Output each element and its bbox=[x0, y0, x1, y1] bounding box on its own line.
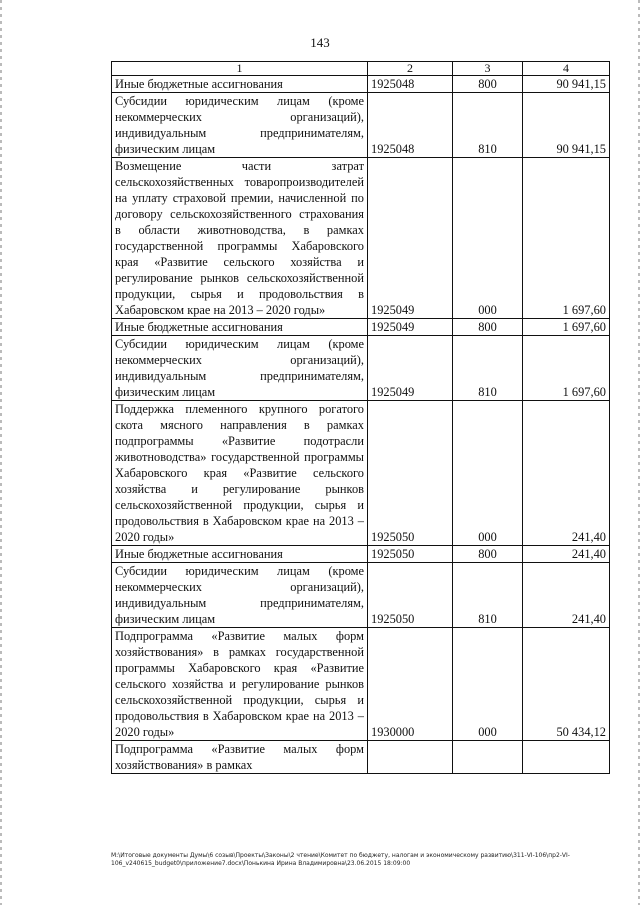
row-code: 1930000 bbox=[368, 628, 453, 741]
row-type bbox=[453, 741, 523, 774]
row-code: 1925048 bbox=[368, 93, 453, 158]
row-amount: 241,40 bbox=[523, 563, 610, 628]
table-row bbox=[112, 628, 610, 741]
row-name: Субсидии юридическим лицам (кроме некоммерческих организаций), индивидуальным предпринимателям, физическим лицам bbox=[112, 93, 368, 158]
row-type: 000 bbox=[453, 628, 523, 741]
row-type: 810 bbox=[453, 563, 523, 628]
page-number: 143 bbox=[310, 35, 330, 50]
row-name: Субсидии юридическим лицам (кроме некоммерческих организаций), индивидуальным предпринимателям, физическим лицам bbox=[112, 563, 368, 628]
row-code: 1925050 bbox=[368, 546, 453, 563]
row-amount: 50 434,12 bbox=[523, 628, 610, 741]
row-type: 810 bbox=[453, 336, 523, 401]
table-row bbox=[112, 319, 610, 336]
row-type: 810 bbox=[453, 93, 523, 158]
table-row bbox=[112, 158, 610, 319]
column-header-3: 3 bbox=[453, 62, 523, 76]
table-row bbox=[112, 741, 610, 774]
table-row bbox=[112, 563, 610, 628]
row-code: 1925049 bbox=[368, 336, 453, 401]
row-name: Подпрограмма «Развитие малых форм хозяйствования» в рамках государственной программы Хабаровского края «Развитие сельского хозяйства и регулирование рынков сельскохозяйственной продукции, сырья и продовольствия в Хабаровском крае на 2013 – 2020 годы» bbox=[112, 628, 368, 741]
row-code bbox=[368, 741, 453, 774]
row-type: 000 bbox=[453, 401, 523, 546]
row-name: Возмещение части затрат сельскохозяйственных товаропроизводителей на уплату страховой премии, начисленной по договору сельскохозяйственного страхования в области животноводства, в рамках государственной программы Хабаровского края «Развитие сельского хозяйства и регулирование рынков сельскохозяйственной продукции, сырья и продовольствия в Хабаровском крае на 2013 – 2020 годы» bbox=[112, 158, 368, 319]
row-type: 800 bbox=[453, 546, 523, 563]
row-amount bbox=[523, 741, 610, 774]
row-code: 1925050 bbox=[368, 401, 453, 546]
row-amount: 1 697,60 bbox=[523, 158, 610, 319]
table-row bbox=[112, 401, 610, 546]
table-row bbox=[112, 93, 610, 158]
table-header-row bbox=[112, 62, 610, 76]
row-amount: 241,40 bbox=[523, 546, 610, 563]
scan-edge-left bbox=[0, 0, 2, 905]
row-name: Иные бюджетные ассигнования bbox=[112, 76, 368, 93]
row-name: Субсидии юридическим лицам (кроме некоммерческих организаций), индивидуальным предпринимателям, физическим лицам bbox=[112, 336, 368, 401]
row-type: 800 bbox=[453, 76, 523, 93]
row-code: 1925049 bbox=[368, 319, 453, 336]
column-header-2: 2 bbox=[368, 62, 453, 76]
row-code: 1925049 bbox=[368, 158, 453, 319]
row-name: Подпрограмма «Развитие малых форм хозяйствования» в рамках bbox=[112, 741, 368, 774]
row-amount: 241,40 bbox=[523, 401, 610, 546]
row-amount: 90 941,15 bbox=[523, 76, 610, 93]
row-amount: 90 941,15 bbox=[523, 93, 610, 158]
row-type: 000 bbox=[453, 158, 523, 319]
row-code: 1925048 bbox=[368, 76, 453, 93]
row-name: Иные бюджетные ассигнования bbox=[112, 546, 368, 563]
file-path-footer: М:\Итоговые документы Думы\6 созыв\Проекты\Законы\2 чтение\Комитет по бюджету, налогам и экономическому развитию\311-VI-106\пр2-VI-106_v240615_budget0\приложение7.docx\Понькина Ирина Владимировна\23.06.2015 18:09:00 bbox=[111, 852, 570, 867]
table-row bbox=[112, 76, 610, 93]
row-name: Поддержка племенного крупного рогатого скота мясного направления в рамках подпрограммы «Развитие подотрасли животноводства» государственной программы Хабаровского края «Развитие сельского хозяйства и регулирование рынков сельскохозяйственной продукции, сырья и продовольствия в Хабаровском крае на 2013 – 2020 годы» bbox=[112, 401, 368, 546]
row-type: 800 bbox=[453, 319, 523, 336]
column-header-1: 1 bbox=[112, 62, 368, 76]
row-amount: 1 697,60 bbox=[523, 319, 610, 336]
row-name: Иные бюджетные ассигнования bbox=[112, 319, 368, 336]
column-header-4: 4 bbox=[523, 62, 610, 76]
table-row bbox=[112, 546, 610, 563]
budget-table bbox=[111, 61, 610, 774]
table-row bbox=[112, 336, 610, 401]
row-amount: 1 697,60 bbox=[523, 336, 610, 401]
row-code: 1925050 bbox=[368, 563, 453, 628]
